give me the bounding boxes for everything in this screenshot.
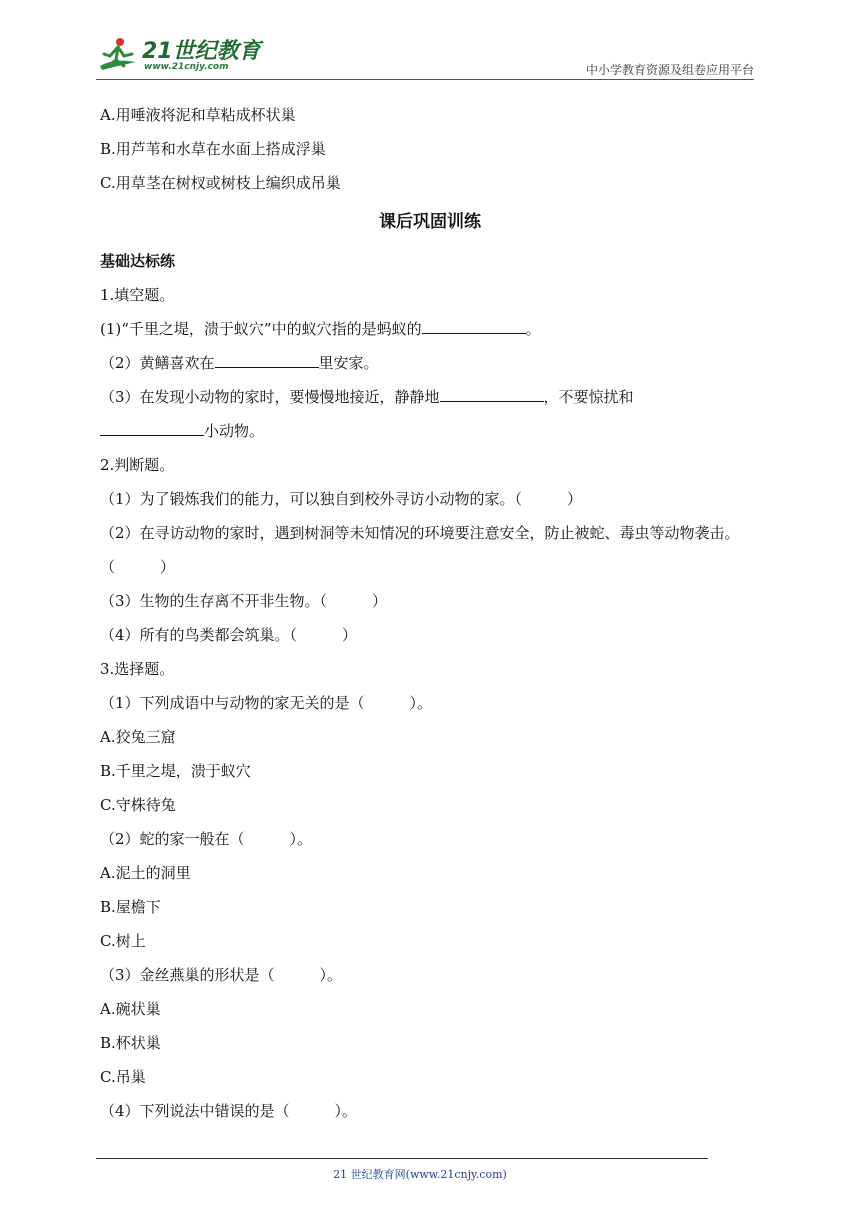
choice-question: （1）下列成语中与动物的家无关的是（ ）。 xyxy=(100,694,433,712)
fill-blank-item xyxy=(100,346,770,380)
item-text: (1)“千里之堤，溃于蚁穴”中的蚁穴指的是蚂蚁的 xyxy=(100,320,422,338)
fill-blank-item xyxy=(100,380,770,414)
choice-option: C.守株待兔 xyxy=(100,796,176,814)
page-header xyxy=(0,0,860,90)
choice-option: B.杯状巢 xyxy=(100,1034,161,1052)
header-divider xyxy=(96,79,754,80)
answer-blank xyxy=(100,421,204,436)
answer-blank xyxy=(215,353,319,368)
choice-option: A.狡兔三窟 xyxy=(100,728,176,746)
item-text: （2）黄鳝喜欢在 xyxy=(100,354,215,372)
logo-text: 21世纪教育 xyxy=(142,39,261,64)
option-line: A.用唾液将泥和草粘成杯状巢 xyxy=(100,106,296,124)
item-text: 小动物。 xyxy=(204,422,265,440)
question-title: 1.填空题。 xyxy=(100,286,175,304)
choice-option: C.树上 xyxy=(100,932,146,950)
option-line: C.用草茎在树杈或树枝上编织成吊巢 xyxy=(100,174,341,192)
question-title: 3.选择题。 xyxy=(100,660,175,678)
choice-option: B.屋檐下 xyxy=(100,898,161,916)
answer-blank xyxy=(422,319,526,334)
footer-divider xyxy=(96,1158,708,1159)
option-line: B.用芦苇和水草在水面上搭成浮巢 xyxy=(100,140,326,158)
choice-question: （4）下列说法中错误的是（ ）。 xyxy=(100,1102,358,1120)
choice-question: （2）蛇的家一般在（ ）。 xyxy=(100,830,313,848)
choice-option: B.千里之堤，溃于蚁穴 xyxy=(100,762,251,780)
fill-blank-item xyxy=(100,312,770,346)
judge-item: （3）生物的生存离不开非生物。（ ） xyxy=(100,592,388,610)
fill-blank-item xyxy=(100,414,770,448)
platform-name: 中小学教育资源及组卷应用平台 xyxy=(585,63,754,77)
item-text: 。 xyxy=(525,320,541,338)
judge-item: （1）为了锻炼我们的能力，可以独自到校外寻访小动物的家。（ ） xyxy=(100,490,583,508)
item-text: （3）在发现小动物的家时，要慢慢地接近，静静地 xyxy=(100,388,440,406)
site-logo xyxy=(96,36,266,80)
document-body xyxy=(100,98,770,1128)
choice-option: C.吊巢 xyxy=(100,1068,146,1086)
judge-item: （2）在寻访动物的家时，遇到树洞等未知情况的环境要注意安全，防止被蛇、毒虫等动物袭击。（ ） xyxy=(100,524,740,576)
subsection-title: 基础达标练 xyxy=(100,252,176,270)
judge-item: （4）所有的鸟类都会筑巢。（ ） xyxy=(100,626,358,644)
item-text: ，不要惊扰和 xyxy=(543,388,634,406)
logo-url: www.21cnjy.com xyxy=(144,62,229,72)
footer-text: 21 世纪教育网(www.21cnjy.com) xyxy=(333,1168,507,1181)
question-title: 2.判断题。 xyxy=(100,456,175,474)
runner-logo-icon xyxy=(96,36,140,76)
item-text: 里安家。 xyxy=(318,354,379,372)
choice-question: （3）金丝燕巢的形状是（ ）。 xyxy=(100,966,343,984)
choice-option: A.泥土的洞里 xyxy=(100,864,191,882)
answer-blank xyxy=(440,387,544,402)
section-title: 课后巩固训练 xyxy=(379,212,481,232)
choice-option: A.碗状巢 xyxy=(100,1000,161,1018)
